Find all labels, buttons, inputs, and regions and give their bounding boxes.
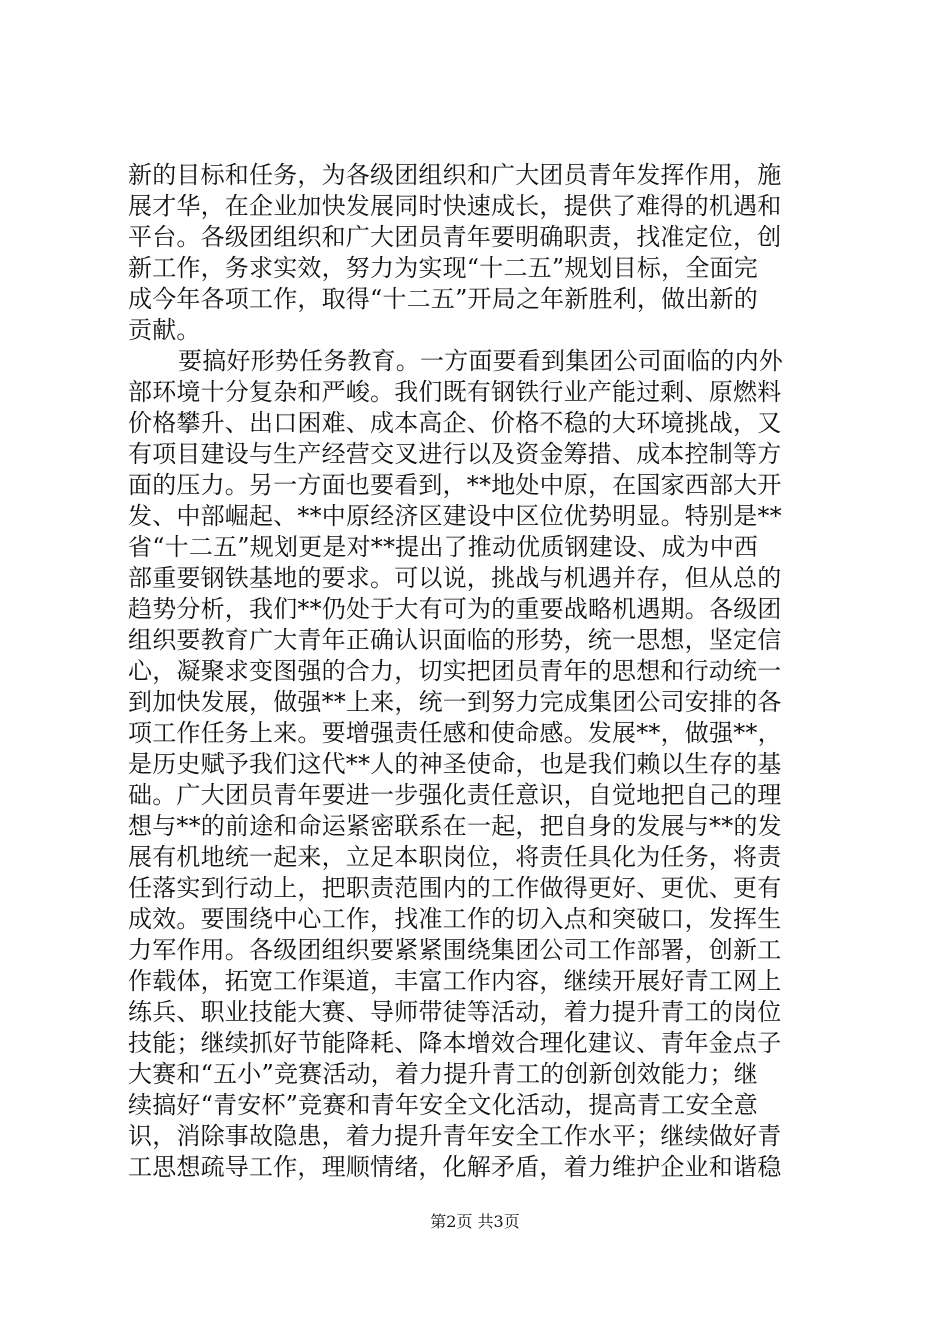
- text-line: 部重要钢铁基地的要求。可以说，挑战与机遇并存，但从总的: [128, 564, 782, 592]
- text-line: 识，消除事故隐患，着力提升青年安全工作水平；继续做好青: [128, 1122, 782, 1150]
- text-line: 技能；继续抓好节能降耗、降本增效合理化建议、青年金点子: [128, 1029, 782, 1057]
- text-line: 部环境十分复杂和严峻。我们既有钢铁行业产能过剩、原燃料: [128, 378, 782, 406]
- text-line: 组织要教育广大青年正确认识面临的形势，统一思想，坚定信: [128, 626, 782, 654]
- text-line: 工思想疏导工作，理顺情绪，化解矛盾，着力维护企业和谐稳: [128, 1153, 782, 1181]
- text-line: 成今年各项工作，取得“十二五”开局之年新胜利，做出新的: [128, 285, 758, 313]
- text-line: 成效。要围绕中心工作，找准工作的切入点和突破口，发挥生: [128, 905, 782, 933]
- text-line: 任落实到行动上，把职责范围内的工作做得更好、更优、更有: [128, 874, 782, 902]
- text-line: 省“十二五”规划更是对**提出了推动优质钢建设、成为中西: [128, 533, 759, 561]
- text-line: 心，凝聚求变图强的合力，切实把团员青年的思想和行动统一: [128, 657, 782, 685]
- text-line: 作载体，拓宽工作渠道，丰富工作内容，继续开展好青工网上: [128, 967, 782, 995]
- text-line: 到加快发展，做强**上来，统一到努力完成集团公司安排的各: [128, 688, 782, 716]
- text-line: 力军作用。各级团组织要紧紧围绕集团公司工作部署，创新工: [128, 936, 782, 964]
- page-number-footer: 第2页 共3页: [430, 1212, 520, 1231]
- text-line: 价格攀升、出口困难、成本高企、价格不稳的大环境挑战，又: [128, 409, 782, 437]
- text-line: 大赛和“五小”竞赛活动，着力提升青工的创新创效能力；继: [128, 1060, 758, 1088]
- text-line: 续搞好“青安杯”竞赛和青年安全文化活动，提高青工安全意: [128, 1091, 758, 1119]
- text-line: 发、中部崛起、**中原经济区建设中区位优势明显。特别是**: [128, 502, 782, 530]
- text-line: 面的压力。另一方面也要看到，**地处中原，在国家西部大开: [128, 471, 782, 499]
- text-line: 想与**的前途和命运紧密联系在一起，把自身的发展与**的发: [128, 812, 782, 840]
- text-line: 平台。各级团组织和广大团员青年要明确职责，找准定位，创: [128, 223, 782, 251]
- paragraph-first-line: 要搞好形势任务教育。一方面要看到集团公司面临的内外: [178, 347, 783, 375]
- text-line: 练兵、职业技能大赛、导师带徒等活动，着力提升青工的岗位: [128, 998, 782, 1026]
- text-line: 是历史赋予我们这代**人的神圣使命，也是我们赖以生存的基: [128, 750, 782, 778]
- text-line: 新工作，务求实效，努力为实现“十二五”规划目标，全面完: [128, 254, 758, 282]
- text-line: 有项目建设与生产经营交叉进行以及资金筹措、成本控制等方: [128, 440, 782, 468]
- text-line: 项工作任务上来。要增强责任感和使命感。发展**，做强**，: [128, 719, 782, 747]
- text-line: 新的目标和任务，为各级团组织和广大团员青年发挥作用，施: [128, 161, 782, 189]
- text-line: 展有机地统一起来，立足本职岗位，将责任具化为任务，将责: [128, 843, 782, 871]
- text-line: 展才华，在企业加快发展同时快速成长，提供了难得的机遇和: [128, 192, 782, 220]
- text-line: 趋势分析，我们**仍处于大有可为的重要战略机遇期。各级团: [128, 595, 782, 623]
- document-body: [128, 160, 828, 1183]
- text-line: 贡献。: [128, 316, 201, 344]
- text-line: 础。广大团员青年要进一步强化责任意识，自觉地把自己的理: [128, 781, 782, 809]
